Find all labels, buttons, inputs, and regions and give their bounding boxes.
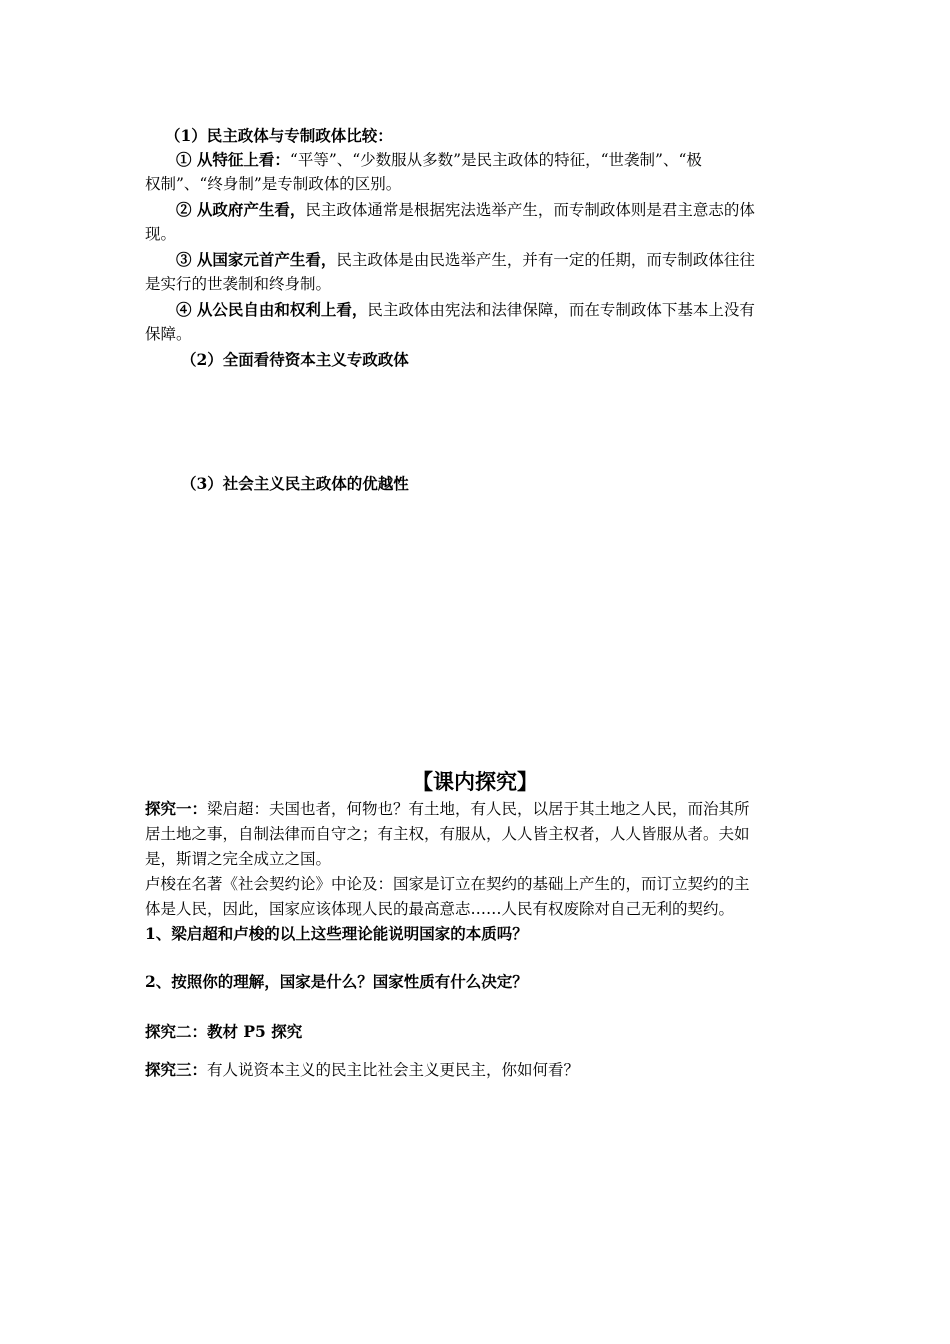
paragraph-3-text: 民主政体是由民选举产生，并有一定的任期，而专制政体往往	[336, 251, 755, 269]
inquiry-1-line-2: 居土地之事，自制法律而自守之；有主权，有服从，人人皆主权者，人人皆服从者。夫如	[145, 825, 750, 843]
paragraph-1-label: ① 从特征上看：	[176, 150, 290, 169]
paragraph-1	[176, 148, 810, 172]
paragraph-2	[176, 198, 810, 222]
paragraph-1-cont: 权制”、“终身制”是专制政体的区别。	[145, 175, 402, 193]
paragraph-2-label: ② 从政府产生看，	[176, 200, 306, 219]
inquiry-1-line-3: 是，斯谓之完全成立之国。	[145, 850, 332, 868]
section2-title: （2）全面看待资本主义专政政体	[181, 350, 409, 369]
paragraph-2-cont: 现。	[145, 225, 177, 243]
inquiry-2: 探究二：教材 P5 探究	[145, 1022, 303, 1041]
inquiry-1-text: 梁启超：夫国也者，何物也？有土地，有人民，以居于其土地之人民，而治其所	[207, 800, 750, 818]
paragraph-2-text: 民主政体通常是根据宪法选举产生，而专制政体则是君主意志的体	[305, 201, 755, 219]
paragraph-4	[176, 298, 810, 322]
paragraph-4-cont: 保障。	[145, 325, 192, 343]
inquiry-1-line-5: 体是人民，因此，国家应该体现人民的最高意志……人民有权废除对自己无利的契约。	[145, 900, 735, 918]
question-1: 1、梁启超和卢梭的以上这些理论能说明国家的本质吗？	[145, 924, 528, 943]
section3-title: （3）社会主义民主政体的优越性	[181, 474, 409, 493]
inquiry-1-line-4: 卢梭在名著《社会契约论》中论及：国家是订立在契约的基础上产生的，而订立契约的主	[145, 875, 750, 893]
inquiry-1-label: 探究一：	[145, 799, 208, 818]
inquiry-3-label: 探究三：	[145, 1060, 208, 1079]
inquiry-3	[145, 1058, 810, 1082]
inquiry-heading: 【课内探究】	[412, 769, 538, 794]
question-2: 2、按照你的理解，国家是什么？国家性质有什么决定？	[145, 972, 528, 991]
section1-title: （1）民主政体与专制政体比较：	[165, 126, 393, 145]
inquiry-3-text: 有人说资本主义的民主比社会主义更民主，你如何看？	[207, 1061, 580, 1079]
paragraph-3-cont: 是实行的世袭制和终身制。	[145, 275, 332, 293]
paragraph-3	[176, 248, 810, 272]
paragraph-1-text: “平等”、“少数服从多数”是民主政体的特征，“世袭制”、“极	[289, 151, 702, 169]
paragraph-3-label: ③ 从国家元首产生看，	[176, 250, 337, 269]
paragraph-4-text: 民主政体由宪法和法律保障，而在专制政体下基本上没有	[367, 301, 755, 319]
inquiry-1-line-1	[145, 797, 810, 821]
paragraph-4-label: ④ 从公民自由和权利上看，	[176, 300, 368, 319]
